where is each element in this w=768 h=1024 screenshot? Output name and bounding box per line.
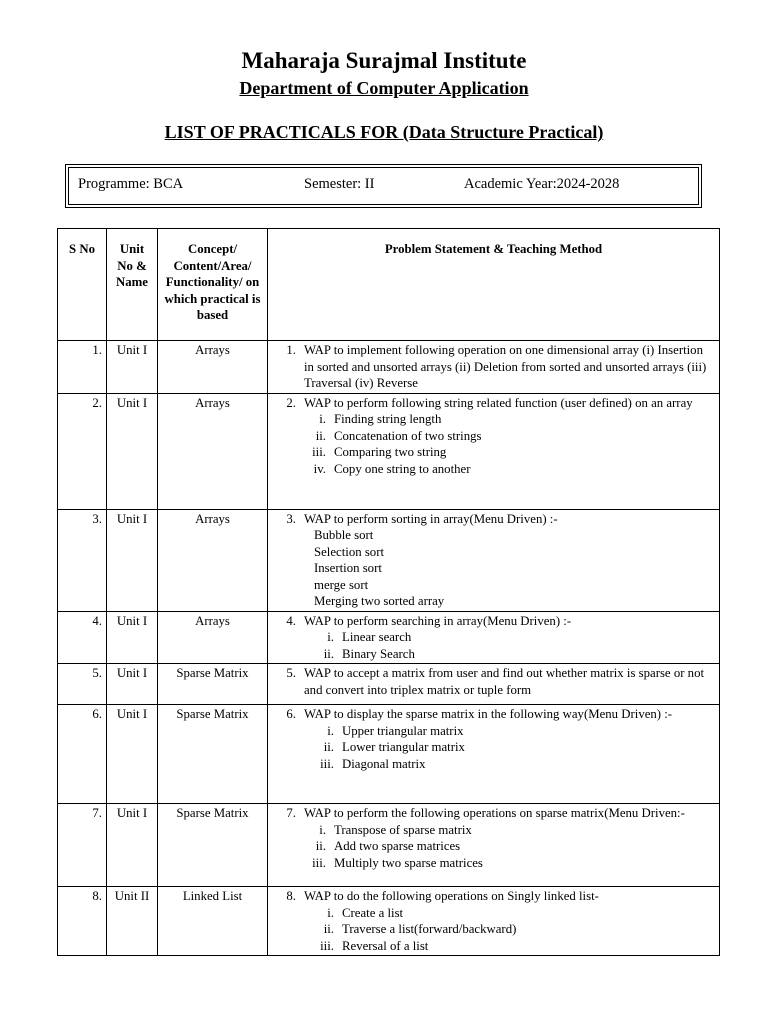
statement-number: 3. xyxy=(286,511,296,526)
sub-item-numeral: iii. xyxy=(320,756,334,771)
table-row xyxy=(58,509,720,611)
statement-number: 6. xyxy=(286,707,296,721)
statement-text: WAP to display the sparse matrix in the following way(Menu Driven) :- xyxy=(304,707,673,721)
row-sno: 6. xyxy=(58,705,107,804)
row-sno: 8. xyxy=(58,887,107,956)
sort-method-line: Insertion sort xyxy=(314,561,382,575)
sub-item xyxy=(272,756,715,773)
sub-item-text: Reversal of a list xyxy=(342,938,429,953)
row-problem-statement xyxy=(268,664,720,705)
row-concept: Sparse Matrix xyxy=(158,804,268,887)
sub-item xyxy=(272,905,715,922)
sub-item xyxy=(272,646,715,663)
sub-item-text: Linear search xyxy=(342,630,412,644)
sub-item-numeral: iii. xyxy=(320,938,334,953)
sub-item xyxy=(272,938,715,955)
statement-number: 2. xyxy=(286,395,296,410)
sort-method-line: Selection sort xyxy=(314,544,385,559)
row-concept: Arrays xyxy=(158,341,268,394)
sub-item-text: Transpose of sparse matrix xyxy=(334,822,472,837)
header-sno: S No xyxy=(58,229,107,341)
statement-number: 5. xyxy=(286,666,296,680)
row-concept: Arrays xyxy=(158,509,268,611)
row-sno: 5. xyxy=(58,664,107,705)
table-row xyxy=(58,705,720,804)
table-row xyxy=(58,887,720,956)
row-problem-statement xyxy=(268,611,720,664)
sub-item-text: Diagonal matrix xyxy=(342,756,426,771)
row-problem-statement xyxy=(268,705,720,804)
sub-item xyxy=(272,461,715,478)
sub-item-numeral: iii. xyxy=(312,445,326,459)
sub-item xyxy=(272,921,715,938)
table-row xyxy=(58,393,720,509)
sub-item-numeral: i. xyxy=(327,630,334,644)
sub-item-numeral: i. xyxy=(319,822,326,837)
sub-item-text: Create a list xyxy=(342,905,404,920)
statement-text: WAP to accept a matrix from user and find out whether matrix is sparse or not and convert into triplex matrix or tuple form xyxy=(304,666,705,697)
row-concept: Sparse Matrix xyxy=(158,705,268,804)
programme-info-box xyxy=(65,164,702,208)
row-unit: Unit I xyxy=(107,705,158,804)
programme-label: Programme: BCA xyxy=(78,176,184,192)
sort-method-line: merge sort xyxy=(314,577,369,592)
row-unit: Unit II xyxy=(107,887,158,956)
sub-item-numeral: ii. xyxy=(315,428,326,443)
sub-item xyxy=(272,838,715,855)
row-unit: Unit I xyxy=(107,804,158,887)
row-unit: Unit I xyxy=(107,341,158,394)
row-problem-statement xyxy=(268,804,720,887)
row-problem-statement xyxy=(268,341,720,394)
row-concept: Sparse Matrix xyxy=(158,664,268,705)
sub-item xyxy=(272,822,715,839)
institute-name: Maharaja Surajmal Institute xyxy=(241,48,527,73)
row-sno: 4. xyxy=(58,611,107,664)
row-sno: 2. xyxy=(58,393,107,509)
practical-list-title: LIST OF PRACTICALS FOR (Data Structure Practical) xyxy=(164,122,604,142)
sub-item xyxy=(272,629,715,646)
row-concept: Arrays xyxy=(158,393,268,509)
row-problem-statement xyxy=(268,887,720,956)
row-unit: Unit I xyxy=(107,509,158,611)
sort-method-line: Bubble sort xyxy=(314,528,374,542)
statement-number: 1. xyxy=(286,343,296,357)
statement-text: WAP to perform sorting in array(Menu Driven) :- xyxy=(304,511,558,526)
table-row xyxy=(58,664,720,705)
sub-item-text: Finding string length xyxy=(334,412,442,426)
row-concept: Linked List xyxy=(158,887,268,956)
row-problem-statement xyxy=(268,393,720,509)
row-sno: 1. xyxy=(58,341,107,394)
statement-text: WAP to implement following operation on one dimensional array (i) Insertion in sorted and unsorted arrays (ii) Deletion from sorted and unsorted arrays (iii) Traversal (iv) Reverse xyxy=(304,343,707,390)
table-row xyxy=(58,341,720,394)
sub-item-numeral: ii. xyxy=(323,922,334,936)
sub-item-text: Binary Search xyxy=(342,646,415,661)
sub-item-numeral: ii. xyxy=(323,740,334,754)
sort-method-line: Merging two sorted array xyxy=(314,594,445,608)
table-header-row xyxy=(58,229,720,341)
sub-item-text: Multiply two sparse matrices xyxy=(334,855,483,870)
department-name: Department of Computer Application xyxy=(239,78,529,98)
statement-text: WAP to perform the following operations on sparse matrix(Menu Driven:- xyxy=(304,806,685,820)
sub-item xyxy=(272,855,715,872)
table-row xyxy=(58,611,720,664)
sub-item xyxy=(272,428,715,445)
statement-number: 7. xyxy=(286,806,296,820)
row-sno: 3. xyxy=(58,509,107,611)
sub-item-numeral: ii. xyxy=(315,839,326,853)
sub-item-text: Concatenation of two strings xyxy=(334,428,482,443)
header-problem-statement: Problem Statement & Teaching Method xyxy=(268,229,720,341)
sub-item-numeral: iv. xyxy=(313,461,326,476)
practicals-table xyxy=(57,228,720,956)
row-sno: 7. xyxy=(58,804,107,887)
sub-item xyxy=(272,723,715,740)
sub-item xyxy=(272,739,715,756)
row-problem-statement xyxy=(268,509,720,611)
sub-item-numeral: ii. xyxy=(323,646,334,661)
header-concept: Concept/ Content/Area/ Functionality/ on which practical is based xyxy=(158,229,268,341)
sub-item-text: Copy one string to another xyxy=(334,461,471,476)
row-concept: Arrays xyxy=(158,611,268,664)
semester-label: Semester: II xyxy=(304,176,375,192)
table-row xyxy=(58,804,720,887)
statement-number: 8. xyxy=(286,889,296,903)
sub-item-numeral: i. xyxy=(319,412,326,426)
sub-item-text: Upper triangular matrix xyxy=(342,723,464,738)
academic-year-label: Academic Year:2024-2028 xyxy=(464,176,620,192)
sub-item-numeral: i. xyxy=(327,905,334,920)
row-unit: Unit I xyxy=(107,664,158,705)
sub-item-numeral: iii. xyxy=(312,855,326,870)
statement-text: WAP to perform following string related function (user defined) on an array xyxy=(304,395,693,410)
sub-item-text: Lower triangular matrix xyxy=(342,740,465,754)
statement-number: 4. xyxy=(286,613,296,628)
statement-text: WAP to do the following operations on Singly linked list- xyxy=(304,889,599,903)
sub-item-text: Add two sparse matrices xyxy=(334,839,461,853)
sub-item-text: Comparing two string xyxy=(334,445,447,459)
header-unit: Unit No & Name xyxy=(107,229,158,341)
sub-item-numeral: i. xyxy=(327,723,334,738)
statement-text: WAP to perform searching in array(Menu Driven) :- xyxy=(304,613,572,628)
row-unit: Unit I xyxy=(107,393,158,509)
sub-item xyxy=(272,444,715,461)
row-unit: Unit I xyxy=(107,611,158,664)
sub-item-text: Traverse a list(forward/backward) xyxy=(342,922,517,936)
sub-item xyxy=(272,411,715,428)
